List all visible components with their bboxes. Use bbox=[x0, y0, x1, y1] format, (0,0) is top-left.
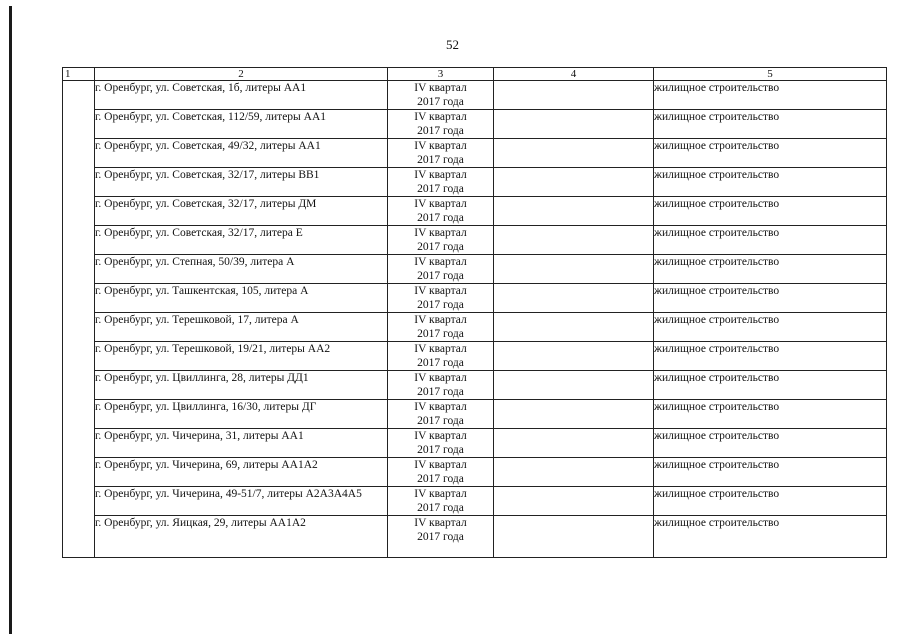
table-row bbox=[63, 81, 887, 110]
period-cell bbox=[388, 226, 494, 255]
period-cell bbox=[388, 516, 494, 558]
purpose-cell: жилищное строительство bbox=[654, 342, 887, 371]
period-cell bbox=[388, 197, 494, 226]
period-year: 2017 года bbox=[417, 328, 464, 340]
table-row bbox=[63, 255, 887, 284]
header-col-5: 5 bbox=[654, 68, 887, 81]
purpose-cell: жилищное строительство bbox=[654, 284, 887, 313]
period-year: 2017 года bbox=[417, 154, 464, 166]
table-row bbox=[63, 313, 887, 342]
table-row bbox=[63, 110, 887, 139]
purpose-cell: жилищное строительство bbox=[654, 139, 887, 168]
header-col-1: 1 bbox=[63, 68, 95, 81]
table-row bbox=[63, 284, 887, 313]
purpose-cell: жилищное строительство bbox=[654, 429, 887, 458]
column-4-cell bbox=[494, 458, 654, 487]
table-body bbox=[63, 81, 887, 558]
column-4-cell bbox=[494, 255, 654, 284]
purpose-cell: жилищное строительство bbox=[654, 487, 887, 516]
period-cell bbox=[388, 81, 494, 110]
period-cell bbox=[388, 487, 494, 516]
period-quarter: IV квартал bbox=[414, 459, 467, 471]
column-4-cell bbox=[494, 226, 654, 255]
address-cell: г. Оренбург, ул. Советская, 1б, литеры АА1 bbox=[95, 81, 388, 110]
period-cell bbox=[388, 255, 494, 284]
period-cell bbox=[388, 110, 494, 139]
column-4-cell bbox=[494, 168, 654, 197]
address-cell: г. Оренбург, ул. Советская, 32/17, литеры ДМ bbox=[95, 197, 388, 226]
purpose-cell: жилищное строительство bbox=[654, 110, 887, 139]
address-cell: г. Оренбург, ул. Терешковой, 17, литера А bbox=[95, 313, 388, 342]
table-row bbox=[63, 371, 887, 400]
table-row bbox=[63, 139, 887, 168]
row-number-cell bbox=[63, 81, 95, 558]
period-cell bbox=[388, 139, 494, 168]
column-4-cell bbox=[494, 110, 654, 139]
period-quarter: IV квартал bbox=[414, 198, 467, 210]
period-year: 2017 года bbox=[417, 96, 464, 108]
page-number: 52 bbox=[446, 37, 459, 52]
period-quarter: IV квартал bbox=[414, 343, 467, 355]
period-quarter: IV квартал bbox=[414, 111, 467, 123]
purpose-cell: жилищное строительство bbox=[654, 458, 887, 487]
column-4-cell bbox=[494, 371, 654, 400]
period-cell bbox=[388, 458, 494, 487]
table-row bbox=[63, 400, 887, 429]
header-col-2: 2 bbox=[95, 68, 388, 81]
address-cell: г. Оренбург, ул. Советская, 49/32, литеры АА1 bbox=[95, 139, 388, 168]
period-quarter: IV квартал bbox=[414, 256, 467, 268]
table-row bbox=[63, 516, 887, 558]
period-quarter: IV квартал bbox=[414, 227, 467, 239]
header-col-3: 3 bbox=[388, 68, 494, 81]
address-cell: г. Оренбург, ул. Яицкая, 29, литеры АА1А2 bbox=[95, 516, 388, 558]
purpose-cell: жилищное строительство bbox=[654, 168, 887, 197]
period-year: 2017 года bbox=[417, 270, 464, 282]
header-col-4: 4 bbox=[494, 68, 654, 81]
address-cell: г. Оренбург, ул. Советская, 32/17, литера Е bbox=[95, 226, 388, 255]
table-row bbox=[63, 168, 887, 197]
period-quarter: IV квартал bbox=[414, 285, 467, 297]
column-4-cell bbox=[494, 342, 654, 371]
header-row bbox=[63, 68, 887, 81]
period-year: 2017 года bbox=[417, 241, 464, 253]
period-cell bbox=[388, 429, 494, 458]
period-quarter: IV квартал bbox=[414, 372, 467, 384]
purpose-cell: жилищное строительство bbox=[654, 255, 887, 284]
period-year: 2017 года bbox=[417, 531, 464, 543]
address-cell: г. Оренбург, ул. Советская, 112/59, литеры АА1 bbox=[95, 110, 388, 139]
address-cell: г. Оренбург, ул. Цвиллинга, 16/30, литеры ДГ bbox=[95, 400, 388, 429]
purpose-cell: жилищное строительство bbox=[654, 197, 887, 226]
period-year: 2017 года bbox=[417, 386, 464, 398]
address-cell: г. Оренбург, ул. Ташкентская, 105, литера А bbox=[95, 284, 388, 313]
address-cell: г. Оренбург, ул. Цвиллинга, 28, литеры ДД1 bbox=[95, 371, 388, 400]
period-quarter: IV квартал bbox=[414, 517, 467, 529]
address-cell: г. Оренбург, ул. Терешковой, 19/21, литеры АА2 bbox=[95, 342, 388, 371]
period-quarter: IV квартал bbox=[414, 314, 467, 326]
address-cell: г. Оренбург, ул. Чичерина, 31, литеры АА1 bbox=[95, 429, 388, 458]
column-4-cell bbox=[494, 400, 654, 429]
period-year: 2017 года bbox=[417, 473, 464, 485]
table-row bbox=[63, 226, 887, 255]
period-quarter: IV квартал bbox=[414, 430, 467, 442]
period-cell bbox=[388, 284, 494, 313]
period-cell bbox=[388, 400, 494, 429]
column-4-cell bbox=[494, 516, 654, 558]
table-row bbox=[63, 487, 887, 516]
table-row bbox=[63, 429, 887, 458]
period-quarter: IV квартал bbox=[414, 169, 467, 181]
purpose-cell: жилищное строительство bbox=[654, 400, 887, 429]
purpose-cell: жилищное строительство bbox=[654, 371, 887, 400]
period-year: 2017 года bbox=[417, 444, 464, 456]
purpose-cell: жилищное строительство bbox=[654, 226, 887, 255]
page-binding-line bbox=[9, 6, 12, 634]
table-row bbox=[63, 342, 887, 371]
period-cell bbox=[388, 342, 494, 371]
column-4-cell bbox=[494, 313, 654, 342]
purpose-cell: жилищное строительство bbox=[654, 516, 887, 558]
column-4-cell bbox=[494, 81, 654, 110]
period-year: 2017 года bbox=[417, 357, 464, 369]
table-row bbox=[63, 458, 887, 487]
period-year: 2017 года bbox=[417, 415, 464, 427]
purpose-cell: жилищное строительство bbox=[654, 313, 887, 342]
column-4-cell bbox=[494, 429, 654, 458]
column-4-cell bbox=[494, 284, 654, 313]
period-quarter: IV квартал bbox=[414, 140, 467, 152]
period-year: 2017 года bbox=[417, 299, 464, 311]
period-year: 2017 года bbox=[417, 212, 464, 224]
address-cell: г. Оренбург, ул. Чичерина, 69, литеры АА1А2 bbox=[95, 458, 388, 487]
address-cell: г. Оренбург, ул. Степная, 50/39, литера А bbox=[95, 255, 388, 284]
purpose-cell: жилищное строительство bbox=[654, 81, 887, 110]
period-cell bbox=[388, 371, 494, 400]
table-row bbox=[63, 197, 887, 226]
column-4-cell bbox=[494, 487, 654, 516]
property-table bbox=[62, 67, 887, 558]
period-quarter: IV квартал bbox=[414, 401, 467, 413]
column-4-cell bbox=[494, 139, 654, 168]
period-quarter: IV квартал bbox=[414, 488, 467, 500]
period-cell bbox=[388, 313, 494, 342]
period-quarter: IV квартал bbox=[414, 82, 467, 94]
address-cell: г. Оренбург, ул. Чичерина, 49-51/7, литеры А2А3А4А5 bbox=[95, 487, 388, 516]
address-cell: г. Оренбург, ул. Советская, 32/17, литеры ВВ1 bbox=[95, 168, 388, 197]
period-year: 2017 года bbox=[417, 502, 464, 514]
period-year: 2017 года bbox=[417, 183, 464, 195]
period-year: 2017 года bbox=[417, 125, 464, 137]
column-4-cell bbox=[494, 197, 654, 226]
period-cell bbox=[388, 168, 494, 197]
